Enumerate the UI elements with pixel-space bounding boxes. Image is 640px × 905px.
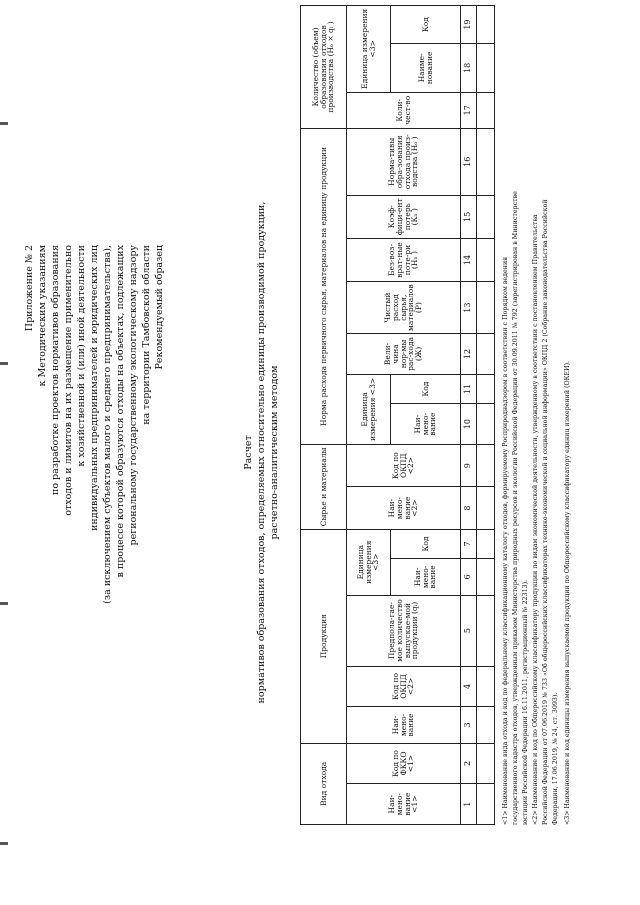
th-product-unit-code: Код [391,529,461,558]
table-row-cell [477,282,495,334]
table-row-cell [477,404,495,445]
table-row-cell [477,743,495,784]
th-fkko-code: Код по ФККО <1> [347,743,461,784]
header-line-5: индивидуальных предпринимателей и юридических лиц [89,245,100,531]
th-waste-group: Вид отхода [301,743,347,824]
table-row-cell [477,529,495,558]
footnote-1-line-3: юстиции Российской Федерации 16.11.2011, регистрационный № 22313). [522,579,529,825]
col-number-18: 18 [461,44,477,92]
th-quantity-group: Количество (объем) образования отходов производства (Нₒ × qᵢ ) [301,6,347,129]
col-number-12: 12 [461,334,477,375]
table-row-cell [477,707,495,743]
header-line-7: в процессе которой образуются отходы на объектах, подлежащих [115,245,126,578]
appendix-number: Приложение № 2 [24,245,35,332]
th-net-consumption: Чистый расход сырья, материалов (Р) [347,282,461,334]
header-line-6: (за исключением субъектов малого и среднего предпринимательства), [102,245,113,604]
col-number-7: 7 [461,529,477,558]
col-number-19: 19 [461,6,477,44]
th-norm-unit-code: Код [391,374,461,403]
table-row-cell [477,92,495,128]
th-norm-unit-name: Наи-мено-вание [391,404,461,445]
th-quantity: Коли-чест-во [347,92,461,128]
table-row-cell [477,195,495,238]
th-product-name: Наи-мено-вание [347,707,461,743]
header-line-9: на территории Тамбовской области [141,245,152,425]
scan-mark [0,122,8,125]
th-irrecoverable-losses: Без-воз-врат-ные поте-ри (Нₙ ) [347,238,461,281]
table-row-cell [477,374,495,403]
footnote-1-line-2: государственного кадастра отходов, утвержденным приказом Министерства природных ресурсов и экологии Российской Федерации от 30.09.2011 № 792 (зарегистрирован в Министерстве [512,191,519,825]
th-material-okpd: Код по ОКПД <2> [347,444,461,486]
header-line-2: по разработке проектов нормативов образования [50,245,61,496]
table-row-cell [477,666,495,707]
footnote-2-line-2: Российской Федерации от 07.06.2019 № 733 «Об общероссийских классификаторах технико-экономической и социальной информации» ОКПД 2 (Собрание законодательства Российской [542,199,549,825]
scan-mark [0,842,8,845]
table-row-cell [477,487,495,529]
col-number-9: 9 [461,444,477,486]
th-materials-group: Сырье и материалы [301,444,347,529]
calc-title-line-2: расчетно-аналитическим методом [269,365,280,540]
scan-mark [0,362,8,365]
table-row-cell [477,595,495,666]
col-number-8: 8 [461,487,477,529]
col-number-16: 16 [461,128,477,195]
table-row-cell [477,784,495,825]
th-okpd-code: Код по ОКПД <2> [347,666,461,707]
table-row-cell [477,238,495,281]
col-number-6: 6 [461,559,477,595]
footnote-3: <3> Наименование и код единицы измерения выпускаемой продукции по Общероссийскому классификатору единиц измерений (ОКЕИ). [564,360,571,825]
col-number-2: 2 [461,743,477,784]
table-row-cell [477,128,495,195]
th-material-name: Наи-мено-вание <2> [347,487,461,529]
th-waste-norm: Норма-тивы обра-зования отхода произ-водства (Нₒ ) [347,128,461,195]
header-line-4: к хозяйственной и (или) иной деятельности [76,245,87,467]
th-quantity-unit-code: Код [391,6,461,44]
footnote-2-line-3: Федерации, 17.06.2019, № 24, ст. 3093). [552,692,559,825]
footnote-2-line-1: <2> Наименование и код по Общероссийскому классификатору продукции по видам экономической деятельности, утвержденному в соответствии с постановлением Правительства [532,214,539,825]
th-product-group: Продукция [301,529,347,743]
scan-mark [0,602,8,605]
header-line-8: региональному государственному экологическому надзору [128,245,139,546]
header-line-3: отходов и лимитов на их размещение применительно [63,245,74,516]
calc-title-word: Расчет [243,435,254,470]
col-number-14: 14 [461,238,477,281]
col-number-5: 5 [461,595,477,666]
table-row-cell [477,6,495,44]
th-product-unit: Единица измерения <3> [347,529,391,595]
th-norm-group: Норма расхода первичного сырья, материалов на единицу продукции [301,128,347,444]
footnote-1-line-1: <1> Наименование вида отхода и код по федеральному классификационному каталогу отходов, формируемому Росприроднадзором в соответствии с Порядком ведения [502,256,509,825]
table-row-cell [477,444,495,486]
th-quantity-unit-name: Наиме-нование [391,44,461,92]
col-number-17: 17 [461,92,477,128]
norms-table [300,5,495,825]
th-planned-quantity: Предпола-гае-мое количество выпускае-мой продукции (qᵢ) [347,595,461,666]
form-label: Рекомендуемый образец [154,245,165,370]
th-waste-name: Наи-мено-вание <1> [347,784,461,825]
col-number-13: 13 [461,282,477,334]
th-loss-coefficient: Коэф-фици-ент потерь (Кₙ ) [347,195,461,238]
col-number-1: 1 [461,784,477,825]
th-norm-value: Вели-чина нор-мы рас-хода (Ж) [347,334,461,375]
th-product-unit-name: Наи-мено-вание [391,559,461,595]
col-number-10: 10 [461,404,477,445]
th-quantity-unit: Единица измерения <3> [347,6,391,93]
calc-title-line-1: нормативов образования отходов, определяемых относительно единицы производимой продукции, [256,201,267,704]
col-number-3: 3 [461,707,477,743]
col-number-11: 11 [461,374,477,403]
header-line-1: к Методическим указаниям [37,245,48,387]
table-row-cell [477,44,495,92]
col-number-15: 15 [461,195,477,238]
table-row-cell [477,559,495,595]
th-norm-unit: Единица измерения <3> [347,374,391,444]
table-row-cell [477,334,495,375]
col-number-4: 4 [461,666,477,707]
